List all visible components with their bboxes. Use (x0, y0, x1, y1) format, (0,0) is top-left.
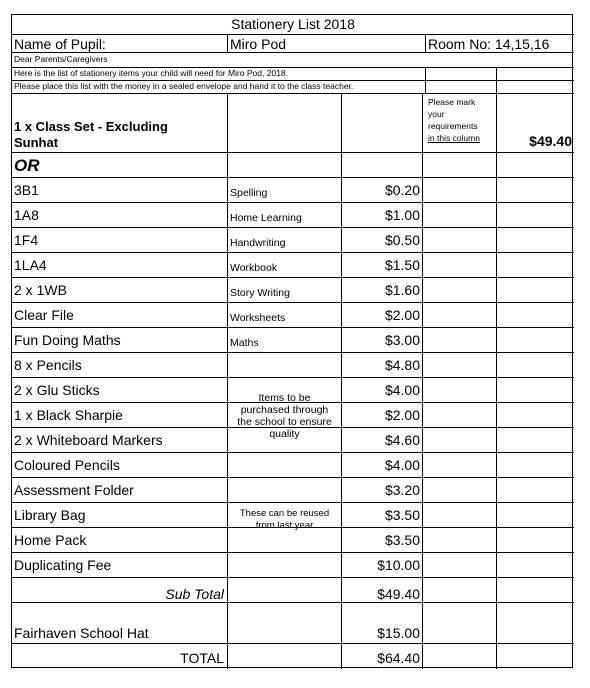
class-set-label-cont: Sunhat (14, 135, 59, 150)
total-label: TOTAL (180, 650, 224, 666)
or-label: OR (14, 156, 40, 175)
reuse-note: These can be reused from last year (239, 508, 330, 531)
item-name: 2 x 1WB (14, 282, 67, 298)
total-value: $64.40 (377, 650, 420, 666)
item-name: Library Bag (14, 507, 86, 523)
intro-line: Here is the list of stationery items your child will need for Miro Pod, 2018. (14, 68, 289, 78)
item-name: 2 x Glu Sticks (14, 382, 100, 398)
item-price: $0.20 (384, 182, 420, 198)
school-hat-price: $15.00 (377, 625, 420, 641)
item-purpose: Story Writing (230, 287, 290, 299)
stationery-list-sheet (11, 14, 573, 668)
item-price: $2.00 (384, 407, 420, 423)
mark-instruction: Please mark (428, 97, 476, 107)
item-purpose: Handwriting (230, 237, 286, 249)
item-name: Assessment Folder (14, 482, 134, 498)
item-price: $0.50 (384, 232, 420, 248)
item-price: $1.00 (384, 207, 420, 223)
item-name: 1A8 (14, 207, 39, 223)
item-price: $1.60 (384, 282, 420, 298)
item-name: Coloured Pencils (14, 457, 120, 473)
item-name: 8 x Pencils (14, 357, 82, 373)
school-hat-label: Fairhaven School Hat (14, 625, 149, 641)
class-set-price: $49.40 (529, 133, 572, 149)
item-name: Home Pack (14, 532, 87, 548)
school-purchase-note: Items to be purchased through the school to ensure quality (237, 392, 332, 440)
item-purpose: Workbook (230, 262, 278, 274)
item-price: $4.80 (384, 357, 420, 373)
subtotal-label: Sub Total (165, 586, 224, 602)
subtotal-value: $49.40 (377, 586, 420, 602)
item-purpose: Home Learning (230, 212, 302, 224)
mark-instruction: requirements (428, 121, 478, 131)
item-price: $3.20 (384, 482, 420, 498)
item-purpose: Maths (230, 337, 259, 349)
pupil-name-label: Name of Pupil: (14, 36, 106, 52)
item-name: 2 x Whiteboard Markers (14, 432, 163, 448)
item-price: $3.50 (384, 507, 420, 523)
mark-instruction: in this column (428, 133, 480, 143)
item-price: $10.00 (377, 557, 420, 573)
item-price: $2.00 (384, 307, 420, 323)
instruction-line: Please place this list with the money in a sealed envelope and hand it to the class teacher. (14, 81, 354, 91)
item-name: Clear File (14, 307, 74, 323)
item-name: 1LA4 (14, 257, 47, 273)
item-price: $3.00 (384, 332, 420, 348)
item-name: 3B1 (14, 182, 39, 198)
mark-instruction: your (428, 109, 445, 119)
item-purpose: Spelling (230, 187, 268, 199)
pod-name: Miro Pod (230, 36, 287, 52)
item-name: Fun Doing Maths (14, 332, 121, 348)
item-name: 1 x Black Sharpie (14, 407, 123, 423)
item-purpose: Worksheets (230, 312, 286, 324)
room-number: Room No: 14,15,16 (428, 36, 550, 52)
item-price: $4.00 (384, 382, 420, 398)
item-price: $4.00 (384, 457, 420, 473)
greeting-line: Dear Parents/Caregivers (14, 54, 108, 64)
item-price: $3.50 (384, 532, 420, 548)
item-name: 1F4 (14, 232, 39, 248)
class-set-label: 1 x Class Set - Excluding (14, 119, 168, 134)
item-name: Duplicating Fee (14, 557, 112, 573)
item-price: $4.60 (384, 432, 420, 448)
item-price: $1.50 (384, 257, 420, 273)
page-title: Stationery List 2018 (231, 16, 355, 32)
